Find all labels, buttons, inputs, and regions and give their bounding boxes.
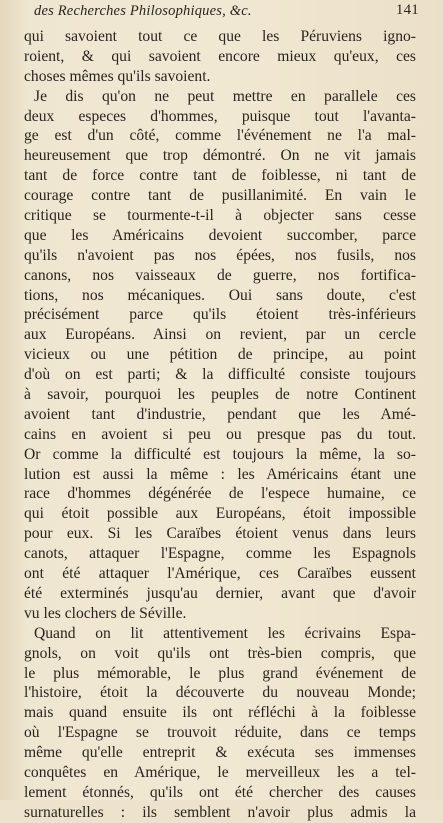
text-line: où l'Espagne se trouvoit réduite, dans ce temps bbox=[24, 724, 416, 742]
text-line: avoient tant d'industrie, pendant que les Amé- bbox=[24, 405, 416, 423]
page-number: 141 bbox=[395, 2, 419, 18]
running-header bbox=[24, 2, 419, 24]
text-line: canots, attaquer l'Espagne, comme les Espagnols bbox=[24, 545, 416, 563]
text-line: deux especes d'hommes, puisque tout l'avanta- bbox=[24, 107, 416, 125]
text-line: courage contre tant de pusillanimité. En vain le bbox=[24, 187, 416, 205]
text-line: canons, nos vaisseaux de guerre, nos fortifica- bbox=[24, 266, 416, 284]
text-line: cains en avoient si peu ou presque pas du tout. bbox=[24, 425, 416, 443]
text-line: heureusement que trop démontré. On ne vit jamais bbox=[24, 147, 416, 165]
text-line: d'où on est parti; & la difficulté consiste toujours bbox=[24, 366, 416, 384]
text-line: roient, & qui savoient encore mieux qu'eux, ces bbox=[24, 47, 416, 65]
text-line: lement étonnés, qu'ils ont été chercher des causes bbox=[24, 783, 416, 801]
text-line: choses mêmes qu'ils savoient. bbox=[24, 67, 211, 85]
text-line: tions, nos mécaniques. Oui sans doute, c'est bbox=[24, 286, 416, 304]
text-line: gnols, on voit qu'ils ont très-bien compris, que bbox=[24, 644, 416, 662]
text-line: à savoir, pourquoi les peuples de notre Continent bbox=[24, 386, 416, 404]
text-line: précisément parce qu'ils étoient très-inférieurs bbox=[24, 306, 416, 324]
text-line: qui étoit possible aux Européans, étoit impossible bbox=[24, 505, 416, 523]
running-title: des Recherches Philosophiques, &c. bbox=[34, 3, 252, 19]
text-line: vicieux ou une pétition de principe, au point bbox=[24, 346, 416, 364]
body-text bbox=[24, 27, 416, 823]
text-line: ge est d'un côté, comme l'événement ne l'a mal- bbox=[24, 127, 416, 145]
text-line: tant de force contre tant de foiblesse, ni tant de bbox=[24, 167, 416, 185]
text-line: même qu'elle entreprit & exécuta ses immenses bbox=[24, 744, 416, 762]
text-line: lution est aussi la même : les Américains étant une bbox=[24, 465, 416, 483]
text-line: Je dis qu'on ne peut mettre en parallele ces bbox=[34, 87, 416, 105]
text-line: qu'ils n'avoient pas nos épées, nos fusils, nos bbox=[24, 246, 416, 264]
text-line: vu les clochers de Séville. bbox=[24, 604, 187, 622]
text-line: le plus mémorable, le plus grand événement de bbox=[24, 664, 416, 682]
text-line: critique se tourmente-t-il à objecter sans cesse bbox=[24, 207, 416, 225]
text-line: surnaturelles : ils semblent n'avoir plus admis la bbox=[24, 803, 416, 821]
text-line: que les Américains devoient succomber, parce bbox=[24, 226, 416, 244]
text-line: pour eux. Si les Caraïbes étoient venus dans leurs bbox=[24, 525, 416, 543]
text-line: qui savoient tout ce que les Péruviens igno- bbox=[24, 28, 416, 45]
text-line: été exterminés jusqu'au dernier, avant que d'avoir bbox=[24, 584, 416, 602]
text-line: l'histoire, étoit la découverte du nouveau Monde; bbox=[24, 684, 416, 702]
text-line: ont été attaquer l'Amérique, ces Caraïbes eussent bbox=[24, 565, 416, 583]
text-line: Quand on lit attentivement les écrivains Espa- bbox=[34, 624, 416, 642]
text-line: aux Européans. Ainsi on revient, par un cercle bbox=[24, 326, 416, 344]
text-line: conquêtes en Amérique, le merveilleux les a tel- bbox=[24, 763, 416, 781]
text-line: Or comme la difficulté est toujours la même, la so- bbox=[24, 445, 416, 463]
text-line: race d'hommes dégénérée de l'espece humaine, ce bbox=[24, 485, 416, 503]
text-line: mais quand ensuite ils ont réfléchi à la foiblesse bbox=[24, 704, 416, 722]
